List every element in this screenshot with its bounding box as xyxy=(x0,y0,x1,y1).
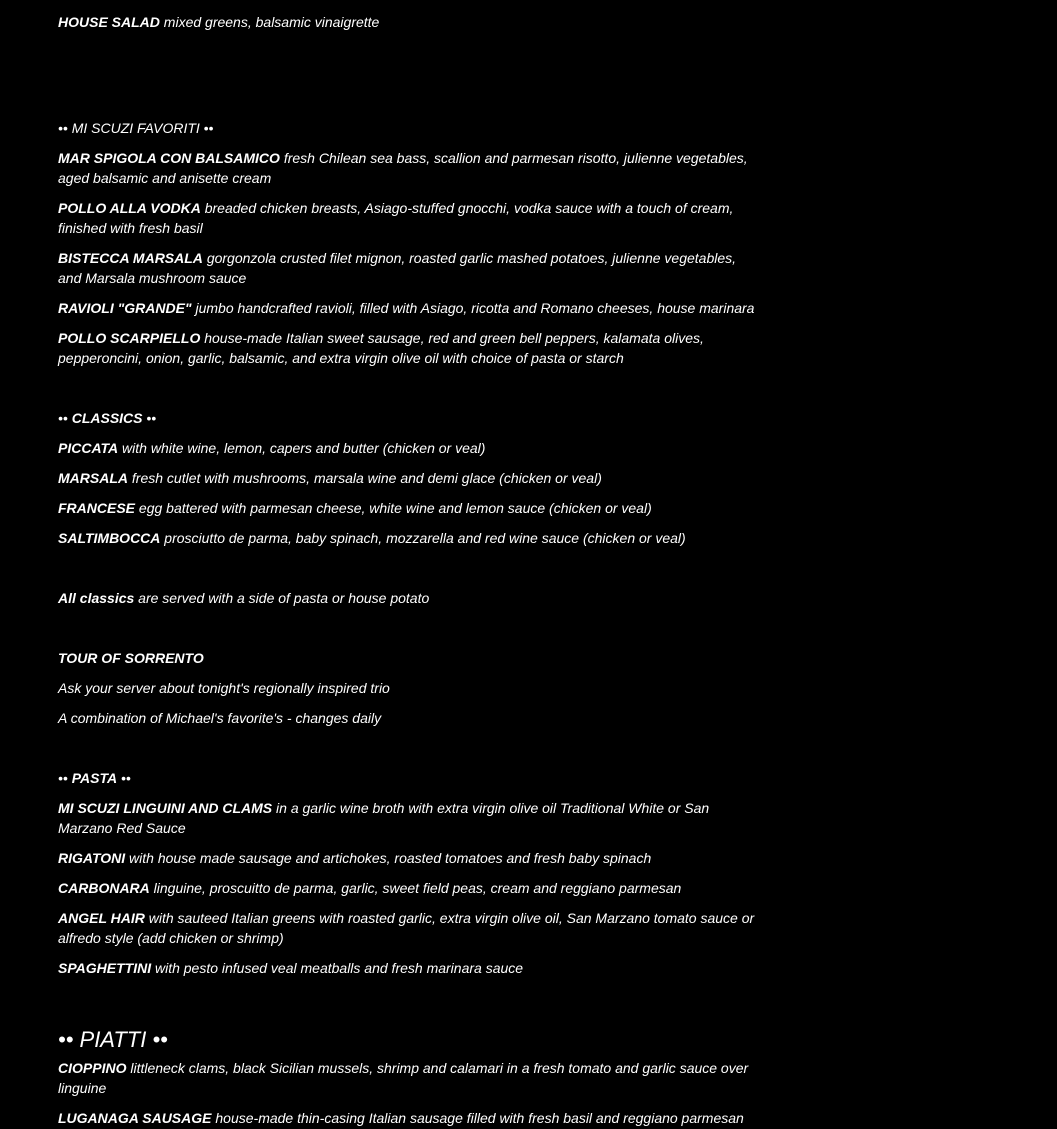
item-name: MAR SPIGOLA CON BALSAMICO xyxy=(58,150,280,166)
menu-item xyxy=(58,878,758,898)
item-name: CIOPPINO xyxy=(58,1060,127,1076)
menu-item xyxy=(58,848,758,868)
item-name: MARSALA xyxy=(58,470,128,486)
item-description: prosciutto de parma, baby spinach, mozzarella and red wine sauce (chicken or veal) xyxy=(164,530,686,546)
item-description: jumbo handcrafted ravioli, filled with Asiago, ricotta and Romano cheeses, house marinara xyxy=(195,300,755,316)
menu-item xyxy=(58,498,758,518)
section-heading-favoriti: •• MI SCUZI FAVORITI •• xyxy=(58,120,214,136)
item-description: house-made thin-casing Italian sausage filled with fresh basil and reggiano parmesan xyxy=(215,1110,744,1126)
item-description: egg battered with parmesan cheese, white wine and lemon sauce (chicken or veal) xyxy=(138,500,652,516)
item-description: gorgonzola crusted filet mignon, roasted garlic mashed potatoes, julienne vegetables, and Marsala mushroom sauce xyxy=(58,250,737,286)
menu-item xyxy=(58,248,758,288)
item-name: SALTIMBOCCA xyxy=(58,530,161,546)
section-heading-pasta xyxy=(58,768,758,788)
item-description: fresh cutlet with mushrooms, marsala wine and demi glace (chicken or veal) xyxy=(131,470,602,486)
heading-name: PASTA xyxy=(71,770,118,786)
item-description: fresh Chilean sea bass, scallion and parmesan risotto, julienne vegetables, aged balsamic and anisette cream xyxy=(58,150,748,186)
item-description: breaded chicken breasts, Asiago-stuffed gnocchi, vodka sauce with a touch of cream, finished with fresh basil xyxy=(58,200,734,236)
menu-item xyxy=(58,198,758,238)
item-description: littleneck clams, black Sicilian mussels, shrimp and calamari in a fresh tomato and garlic sauce over linguine xyxy=(58,1060,749,1096)
item-description: with pesto infused veal meatballs and fresh marinara sauce xyxy=(154,960,524,976)
menu-item xyxy=(58,1108,758,1128)
item-name: ANGEL HAIR xyxy=(58,910,145,926)
heading-name: CLASSICS xyxy=(71,410,143,426)
menu-item xyxy=(58,298,758,318)
item-description: house-made Italian sweet sausage, red and green bell peppers, kalamata olives, pepperoncini, onion, garlic, balsamic, and extra virgin olive oil with choice of pasta or starch xyxy=(58,330,704,366)
item-name: FRANCESE xyxy=(58,500,136,516)
heading-prefix: •• xyxy=(58,770,72,786)
item-description: with sauteed Italian greens with roasted garlic, extra virgin olive oil, San Marzano tomato sauce or alfredo style (add chicken or shrimp) xyxy=(58,910,755,946)
menu-item xyxy=(58,908,758,948)
menu-item xyxy=(58,1058,758,1098)
menu-item xyxy=(58,148,758,188)
classics-note xyxy=(58,588,758,608)
item-description: with house made sausage and artichokes, roasted tomatoes and fresh baby spinach xyxy=(129,850,652,866)
menu-item-house-salad xyxy=(58,12,758,32)
item-name: PICCATA xyxy=(58,440,119,456)
tour-title: TOUR OF SORRENTO xyxy=(58,650,204,666)
heading-prefix: •• xyxy=(58,410,72,426)
item-name: POLLO SCARPIELLO xyxy=(58,330,201,346)
note-name: All classics xyxy=(58,590,135,606)
menu-item xyxy=(58,328,758,368)
item-description: with white wine, lemon, capers and butter (chicken or veal) xyxy=(122,440,486,456)
item-description: linguine, proscuitto de parma, garlic, sweet field peas, cream and reggiano parmesan xyxy=(153,880,682,896)
item-name: POLLO ALLA VODKA xyxy=(58,200,201,216)
item-name: MI SCUZI LINGUINI AND CLAMS xyxy=(58,800,273,816)
menu-item xyxy=(58,468,758,488)
menu-item xyxy=(58,528,758,548)
note-description: are served with a side of pasta or house potato xyxy=(138,590,430,606)
tour-line: A combination of Michael's favorite's - changes daily xyxy=(58,710,382,726)
menu-item xyxy=(58,798,758,838)
item-name: SPAGHETTINI xyxy=(58,960,152,976)
section-heading-piatti: •• PIATTI •• xyxy=(58,1027,168,1052)
item-name: RIGATONI xyxy=(58,850,126,866)
item-name: LUGANAGA SAUSAGE xyxy=(58,1110,212,1126)
item-name: RAVIOLI "GRANDE" xyxy=(58,300,192,316)
menu-content xyxy=(58,12,758,1128)
item-name: HOUSE SALAD xyxy=(58,14,160,30)
heading-suffix: •• xyxy=(142,410,157,426)
heading-suffix: •• xyxy=(117,770,131,786)
item-name: BISTECCA MARSALA xyxy=(58,250,203,266)
item-description: in a garlic wine broth with extra virgin olive oil Traditional White or San Marzano Red Sauce xyxy=(58,800,710,836)
menu-item xyxy=(58,958,758,978)
menu-item xyxy=(58,438,758,458)
item-description: mixed greens, balsamic vinaigrette xyxy=(163,14,380,30)
section-heading-classics xyxy=(58,408,758,428)
tour-line: Ask your server about tonight's regionally inspired trio xyxy=(58,680,390,696)
item-name: CARBONARA xyxy=(58,880,150,896)
